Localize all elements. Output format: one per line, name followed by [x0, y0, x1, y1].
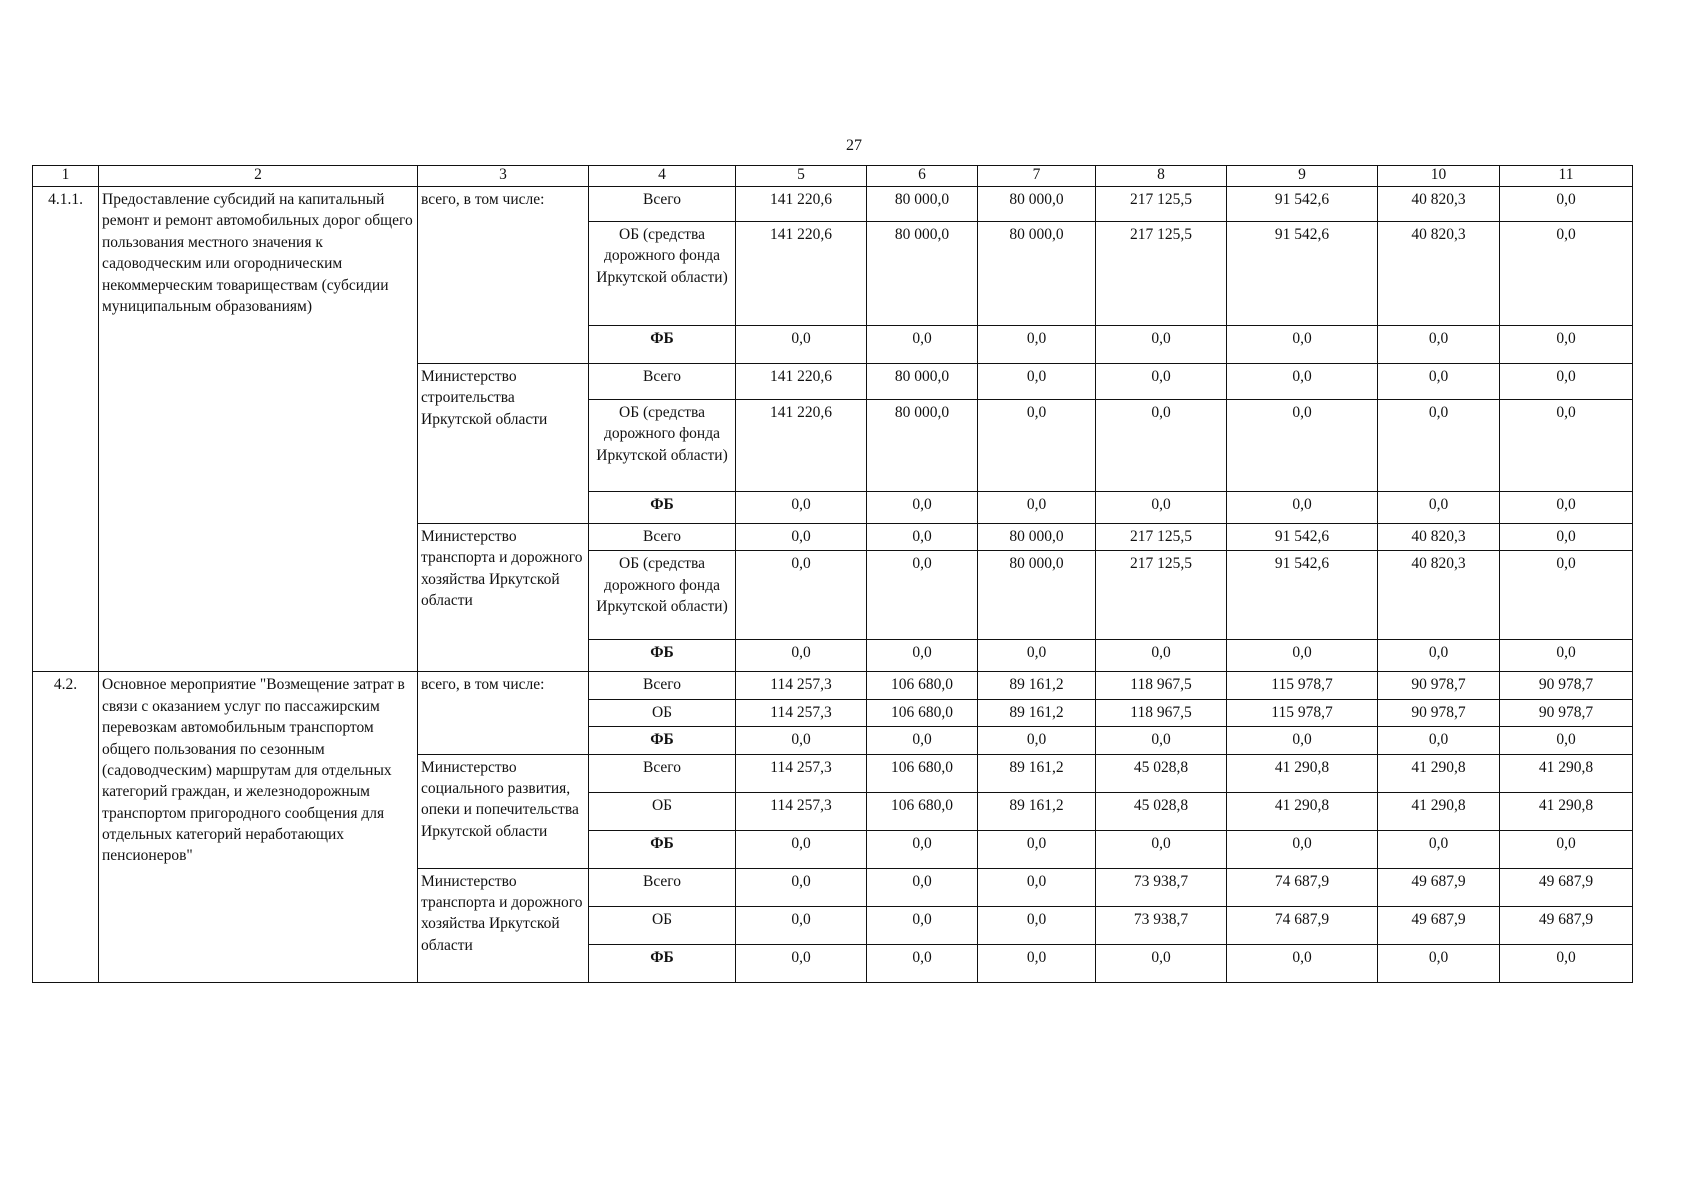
- amount-cell: 80 000,0: [978, 524, 1096, 551]
- amount-cell: 0,0: [1096, 944, 1227, 982]
- funding-source: ОБ: [589, 792, 736, 830]
- column-number: 11: [1500, 166, 1633, 187]
- amount-cell: 0,0: [867, 551, 978, 640]
- funding-source: ОБ: [589, 699, 736, 726]
- column-number-row: [33, 166, 1633, 187]
- amount-cell: 0,0: [867, 830, 978, 868]
- amount-cell: 41 290,8: [1378, 754, 1500, 792]
- amount-cell: 0,0: [978, 868, 1096, 906]
- amount-cell: 0,0: [1096, 727, 1227, 754]
- amount-cell: 89 161,2: [978, 672, 1096, 699]
- column-number: 9: [1227, 166, 1378, 187]
- item-number: 4.1.1.: [33, 187, 99, 672]
- amount-cell: 0,0: [736, 830, 867, 868]
- amount-cell: 90 978,7: [1500, 699, 1633, 726]
- amount-cell: 0,0: [1500, 830, 1633, 868]
- amount-cell: 40 820,3: [1378, 551, 1500, 640]
- amount-cell: 49 687,9: [1500, 868, 1633, 906]
- column-number: 4: [589, 166, 736, 187]
- funding-source: Всего: [589, 754, 736, 792]
- amount-cell: 73 938,7: [1096, 868, 1227, 906]
- amount-cell: 91 542,6: [1227, 524, 1378, 551]
- amount-cell: 80 000,0: [978, 222, 1096, 326]
- item-number: 4.2.: [33, 672, 99, 982]
- amount-cell: 0,0: [1227, 944, 1378, 982]
- amount-cell: 141 220,6: [736, 222, 867, 326]
- amount-cell: 80 000,0: [867, 364, 978, 400]
- funding-source: ФБ: [589, 640, 736, 672]
- column-number: 10: [1378, 166, 1500, 187]
- funding-source: ФБ: [589, 944, 736, 982]
- funding-source: ОБ (средства дорожного фонда Иркутской области): [589, 551, 736, 640]
- page-number: 27: [846, 137, 862, 154]
- table-body: [33, 166, 1633, 983]
- amount-cell: 0,0: [978, 326, 1096, 364]
- amount-cell: 0,0: [1500, 944, 1633, 982]
- amount-cell: 45 028,8: [1096, 754, 1227, 792]
- column-number: 2: [99, 166, 418, 187]
- amount-cell: 0,0: [1227, 830, 1378, 868]
- amount-cell: 0,0: [1500, 492, 1633, 524]
- amount-cell: 0,0: [1500, 524, 1633, 551]
- table-row: [33, 187, 1633, 222]
- amount-cell: 106 680,0: [867, 754, 978, 792]
- amount-cell: 114 257,3: [736, 792, 867, 830]
- amount-cell: 0,0: [1227, 492, 1378, 524]
- amount-cell: 0,0: [736, 906, 867, 944]
- amount-cell: 41 290,8: [1227, 754, 1378, 792]
- amount-cell: 0,0: [1378, 326, 1500, 364]
- funding-source: ФБ: [589, 326, 736, 364]
- funding-source: ФБ: [589, 727, 736, 754]
- amount-cell: 0,0: [978, 400, 1096, 492]
- amount-cell: 0,0: [1500, 551, 1633, 640]
- amount-cell: 0,0: [1227, 364, 1378, 400]
- amount-cell: 106 680,0: [867, 699, 978, 726]
- amount-cell: 0,0: [1500, 727, 1633, 754]
- amount-cell: 0,0: [1096, 326, 1227, 364]
- executor-cell: Министерство транспорта и дорожного хозяйства Иркутской области: [418, 524, 589, 672]
- amount-cell: 0,0: [1227, 640, 1378, 672]
- funding-source: ОБ: [589, 906, 736, 944]
- executor-cell: всего, в том числе:: [418, 672, 589, 754]
- amount-cell: 89 161,2: [978, 754, 1096, 792]
- amount-cell: 0,0: [1378, 364, 1500, 400]
- amount-cell: 0,0: [1500, 400, 1633, 492]
- item-name: Основное мероприятие "Возмещение затрат в связи с оказанием услуг по пассажирским перевозкам автомобильным транспортом общего пользования по сезонным (садоводческим) маршрутам для отдельных категорий граждан, и железнодорожным транспортом пригородного сообщения для отдельных категорий неработающих пенсионеров": [99, 672, 418, 982]
- amount-cell: 217 125,5: [1096, 222, 1227, 326]
- funding-source: ФБ: [589, 830, 736, 868]
- amount-cell: 41 290,8: [1500, 792, 1633, 830]
- amount-cell: 141 220,6: [736, 364, 867, 400]
- amount-cell: 40 820,3: [1378, 222, 1500, 326]
- table-row: [33, 672, 1633, 699]
- amount-cell: 0,0: [1500, 364, 1633, 400]
- column-number: 7: [978, 166, 1096, 187]
- funding-source: Всего: [589, 187, 736, 222]
- amount-cell: 0,0: [867, 727, 978, 754]
- amount-cell: 0,0: [1500, 222, 1633, 326]
- amount-cell: 80 000,0: [978, 187, 1096, 222]
- amount-cell: 91 542,6: [1227, 551, 1378, 640]
- amount-cell: 74 687,9: [1227, 906, 1378, 944]
- amount-cell: 217 125,5: [1096, 551, 1227, 640]
- amount-cell: 0,0: [978, 906, 1096, 944]
- amount-cell: 0,0: [1500, 326, 1633, 364]
- executor-cell: Министерство социального развития, опеки и попечительства Иркутской области: [418, 754, 589, 868]
- amount-cell: 49 687,9: [1500, 906, 1633, 944]
- amount-cell: 217 125,5: [1096, 187, 1227, 222]
- executor-cell: Министерство транспорта и дорожного хозяйства Иркутской области: [418, 868, 589, 982]
- amount-cell: 0,0: [1500, 640, 1633, 672]
- amount-cell: 0,0: [736, 944, 867, 982]
- amount-cell: 0,0: [1378, 640, 1500, 672]
- amount-cell: 114 257,3: [736, 754, 867, 792]
- amount-cell: 115 978,7: [1227, 672, 1378, 699]
- amount-cell: 40 820,3: [1378, 187, 1500, 222]
- amount-cell: 0,0: [1227, 727, 1378, 754]
- amount-cell: 80 000,0: [867, 222, 978, 326]
- amount-cell: 80 000,0: [978, 551, 1096, 640]
- column-number: 5: [736, 166, 867, 187]
- amount-cell: 115 978,7: [1227, 699, 1378, 726]
- amount-cell: 141 220,6: [736, 187, 867, 222]
- amount-cell: 0,0: [736, 868, 867, 906]
- item-name: Предоставление субсидий на капитальный ремонт и ремонт автомобильных дорог общего пользования местного значения к садоводческим или огородническим некоммерческим товариществам (субсидии муниципальным образованиям): [99, 187, 418, 672]
- amount-cell: 0,0: [1096, 492, 1227, 524]
- amount-cell: 89 161,2: [978, 792, 1096, 830]
- amount-cell: 0,0: [1378, 492, 1500, 524]
- column-number: 1: [33, 166, 99, 187]
- funding-source: Всего: [589, 364, 736, 400]
- column-number: 8: [1096, 166, 1227, 187]
- amount-cell: 90 978,7: [1378, 699, 1500, 726]
- amount-cell: 41 290,8: [1378, 792, 1500, 830]
- funding-source: ФБ: [589, 492, 736, 524]
- amount-cell: 106 680,0: [867, 792, 978, 830]
- amount-cell: 90 978,7: [1500, 672, 1633, 699]
- amount-cell: 0,0: [867, 640, 978, 672]
- amount-cell: 0,0: [1096, 640, 1227, 672]
- amount-cell: 89 161,2: [978, 699, 1096, 726]
- amount-cell: 0,0: [1096, 364, 1227, 400]
- amount-cell: 41 290,8: [1227, 792, 1378, 830]
- column-number: 6: [867, 166, 978, 187]
- amount-cell: 0,0: [867, 868, 978, 906]
- funding-source: Всего: [589, 672, 736, 699]
- amount-cell: 0,0: [1378, 400, 1500, 492]
- amount-cell: 114 257,3: [736, 672, 867, 699]
- amount-cell: 0,0: [867, 524, 978, 551]
- amount-cell: 91 542,6: [1227, 222, 1378, 326]
- amount-cell: 80 000,0: [867, 187, 978, 222]
- amount-cell: 0,0: [867, 326, 978, 364]
- funding-source: ОБ (средства дорожного фонда Иркутской области): [589, 222, 736, 326]
- amount-cell: 91 542,6: [1227, 187, 1378, 222]
- amount-cell: 0,0: [736, 640, 867, 672]
- budget-table: [32, 165, 1633, 983]
- amount-cell: 0,0: [736, 551, 867, 640]
- amount-cell: 0,0: [978, 727, 1096, 754]
- amount-cell: 74 687,9: [1227, 868, 1378, 906]
- amount-cell: 0,0: [1378, 830, 1500, 868]
- amount-cell: 0,0: [978, 944, 1096, 982]
- amount-cell: 0,0: [1227, 326, 1378, 364]
- amount-cell: 0,0: [978, 830, 1096, 868]
- amount-cell: 40 820,3: [1378, 524, 1500, 551]
- executor-cell: Министерство строительства Иркутской области: [418, 364, 589, 524]
- amount-cell: 0,0: [736, 524, 867, 551]
- amount-cell: 106 680,0: [867, 672, 978, 699]
- amount-cell: 0,0: [1227, 400, 1378, 492]
- amount-cell: 217 125,5: [1096, 524, 1227, 551]
- amount-cell: 0,0: [1096, 400, 1227, 492]
- amount-cell: 0,0: [978, 640, 1096, 672]
- amount-cell: 0,0: [1096, 830, 1227, 868]
- amount-cell: 49 687,9: [1378, 906, 1500, 944]
- amount-cell: 141 220,6: [736, 400, 867, 492]
- executor-cell: всего, в том числе:: [418, 187, 589, 364]
- amount-cell: 0,0: [1500, 187, 1633, 222]
- amount-cell: 0,0: [736, 492, 867, 524]
- amount-cell: 0,0: [1378, 727, 1500, 754]
- amount-cell: 118 967,5: [1096, 699, 1227, 726]
- amount-cell: 0,0: [867, 906, 978, 944]
- amount-cell: 0,0: [978, 492, 1096, 524]
- amount-cell: 80 000,0: [867, 400, 978, 492]
- amount-cell: 114 257,3: [736, 699, 867, 726]
- funding-source: ОБ (средства дорожного фонда Иркутской области): [589, 400, 736, 492]
- amount-cell: 41 290,8: [1500, 754, 1633, 792]
- funding-source: Всего: [589, 524, 736, 551]
- amount-cell: 45 028,8: [1096, 792, 1227, 830]
- amount-cell: 90 978,7: [1378, 672, 1500, 699]
- amount-cell: 0,0: [978, 364, 1096, 400]
- amount-cell: 73 938,7: [1096, 906, 1227, 944]
- column-number: 3: [418, 166, 589, 187]
- amount-cell: 0,0: [1378, 944, 1500, 982]
- amount-cell: 49 687,9: [1378, 868, 1500, 906]
- funding-source: Всего: [589, 868, 736, 906]
- amount-cell: 118 967,5: [1096, 672, 1227, 699]
- amount-cell: 0,0: [736, 326, 867, 364]
- amount-cell: 0,0: [867, 492, 978, 524]
- amount-cell: 0,0: [867, 944, 978, 982]
- amount-cell: 0,0: [736, 727, 867, 754]
